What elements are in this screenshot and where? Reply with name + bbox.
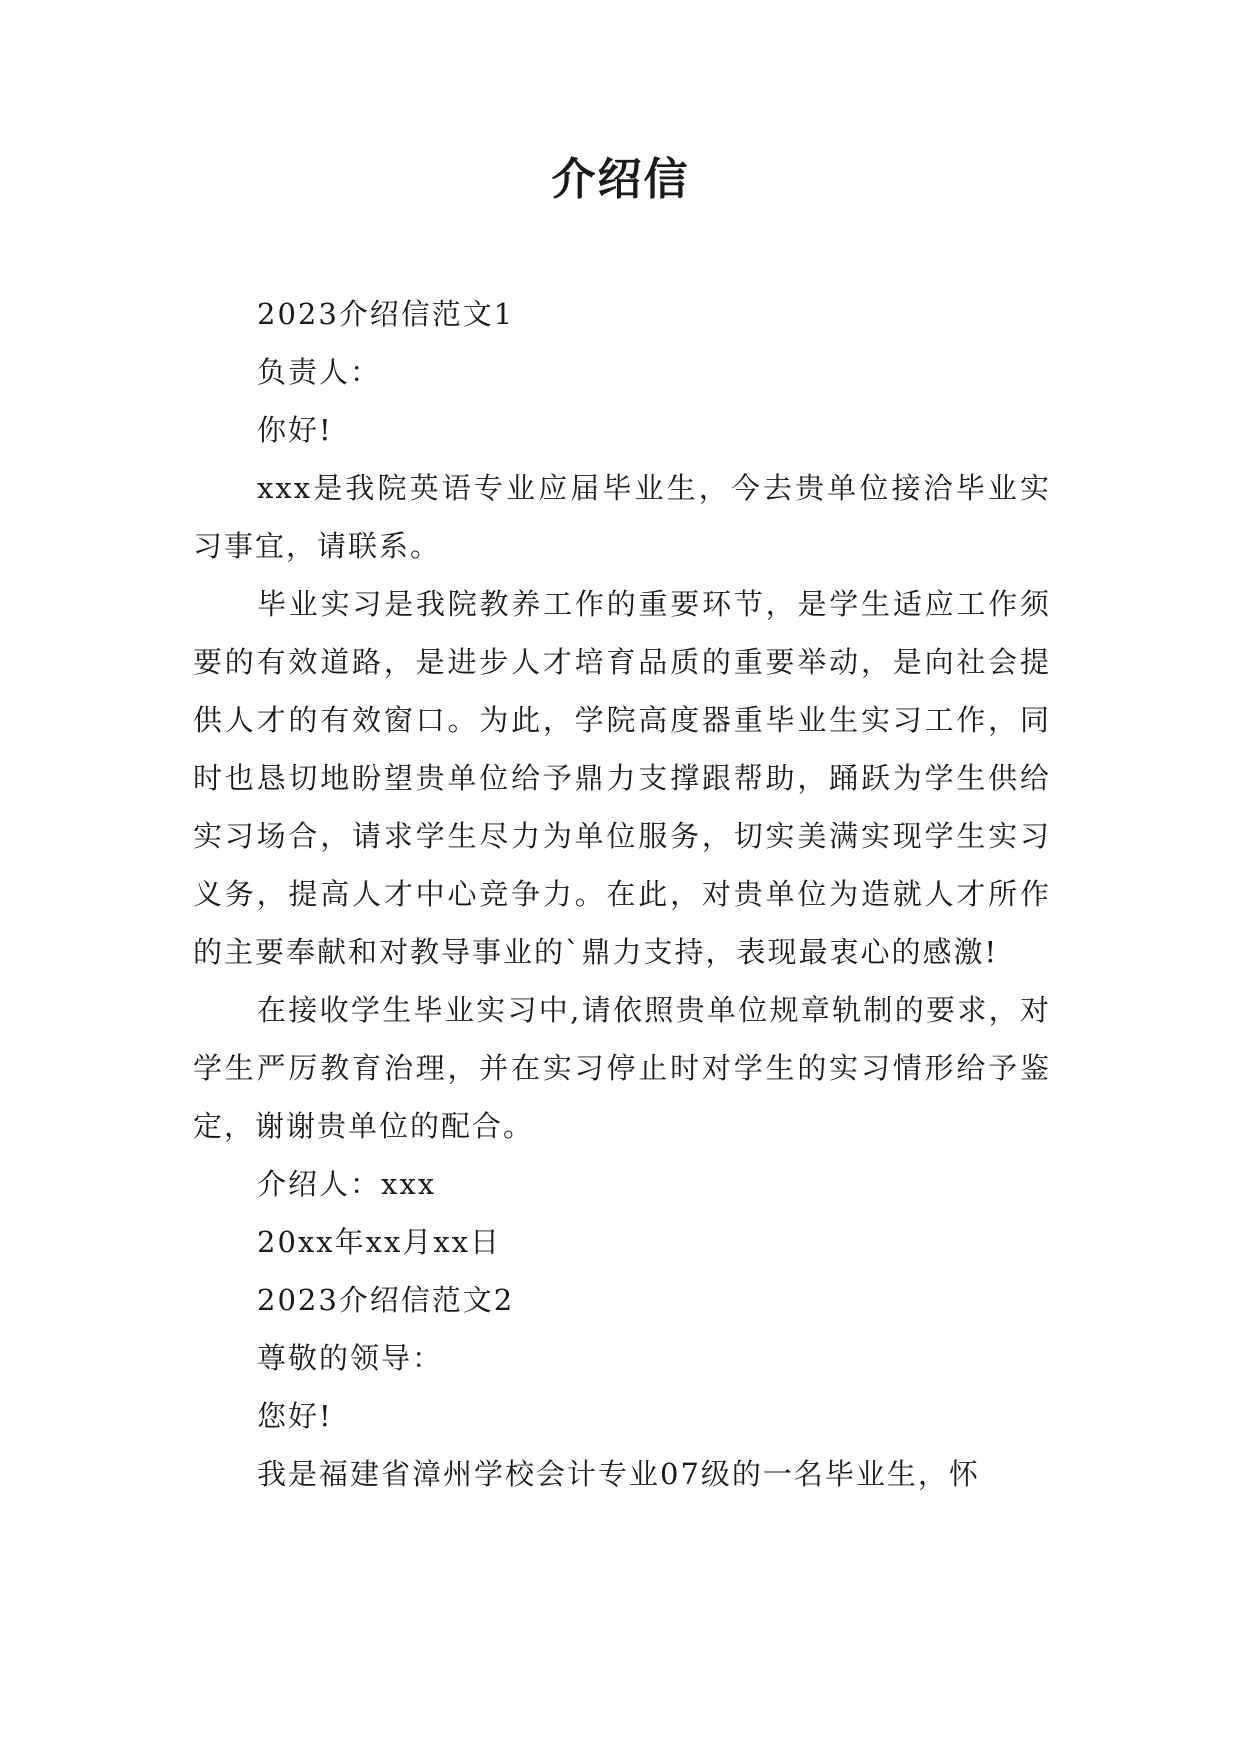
greeting: 你好! bbox=[257, 413, 333, 447]
heading-sample-1: 2023介绍信范文1 bbox=[257, 297, 515, 331]
document-title: 介绍信 bbox=[551, 154, 690, 205]
signature-date: 20xx年xx月xx日 bbox=[257, 1225, 502, 1259]
document-body bbox=[193, 285, 1051, 1503]
salutation-recipient: 尊敬的领导： bbox=[257, 1341, 444, 1375]
body-paragraph: xxx是我院英语专业应届毕业生，今去贵单位接洽毕业实习事宜，请联系。 bbox=[193, 471, 1051, 563]
salutation-recipient: 负责人： bbox=[257, 355, 382, 389]
greeting: 您好! bbox=[257, 1399, 333, 1433]
heading-sample-2: 2023介绍信范文2 bbox=[257, 1283, 515, 1317]
body-paragraph: 我是福建省漳州学校会计专业07级的一名毕业生，怀 bbox=[257, 1457, 980, 1491]
body-paragraph: 在接收学生毕业实习中,请依照贵单位规章轨制的要求，对学生严厉教育治理，并在实习停止时对学生的实习情形给予鉴定，谢谢贵单位的配合。 bbox=[193, 993, 1051, 1143]
signature-introducer: 介绍人：xxx bbox=[257, 1167, 437, 1201]
body-paragraph: 毕业实习是我院教养工作的重要环节，是学生适应工作须要的有效道路，是进步人才培育品质的重要举动，是向社会提供人才的有效窗口。为此，学院高度器重毕业生实习工作，同时也恳切地盼望贵单位给予鼎力支撑跟帮助，踊跃为学生供给实习场合，请求学生尽力为单位服务，切实美满实现学生实习义务，提高人才中心竞争力。在此，对贵单位为造就人才所作的主要奉献和对教导事业的`鼎力支持，表现最衷心的感激! bbox=[193, 587, 1051, 969]
